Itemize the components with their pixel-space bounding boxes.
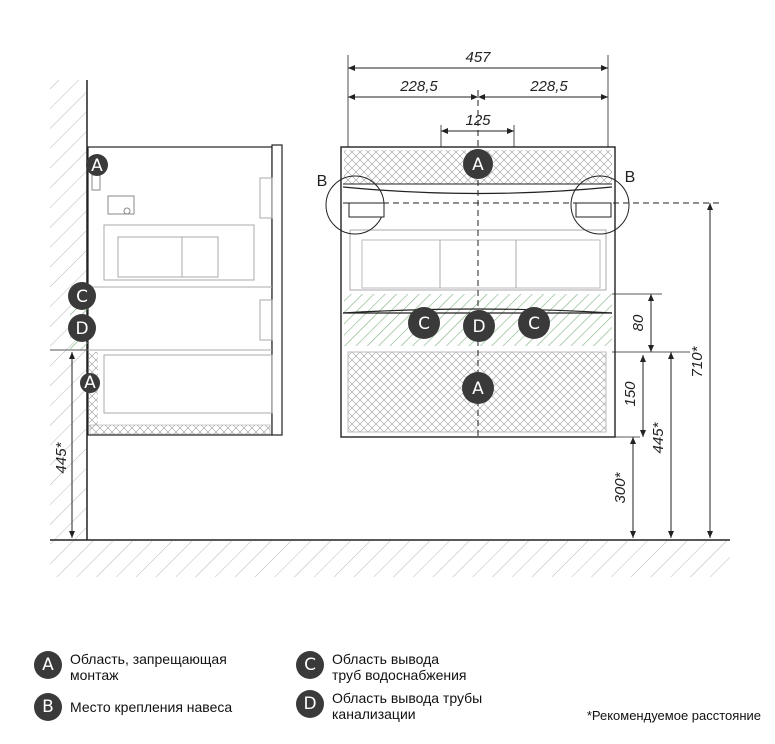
front-marker-b-left bbox=[317, 173, 328, 190]
front-marker-a-top bbox=[463, 149, 493, 179]
legend-d-icon: D bbox=[296, 690, 324, 718]
dim-left-445: 445* bbox=[53, 442, 70, 474]
svg-text:D: D bbox=[75, 319, 89, 339]
dim-445-right: 445* bbox=[650, 422, 667, 454]
side-cabinet bbox=[88, 147, 272, 435]
dim-228-right: 228,5 bbox=[530, 78, 568, 95]
legend-c bbox=[296, 651, 466, 683]
legend-b-icon: B bbox=[34, 693, 62, 721]
legend-b bbox=[34, 693, 232, 721]
svg-text:C: C bbox=[418, 314, 430, 334]
dim-300: 300* bbox=[612, 472, 629, 504]
legend-c-icon: C bbox=[296, 651, 324, 679]
side-marker-c bbox=[68, 282, 96, 310]
front-marker-b-right bbox=[625, 169, 636, 186]
dim-80: 80 bbox=[630, 314, 647, 332]
dim-710: 710* bbox=[689, 346, 706, 378]
side-front-panel bbox=[272, 145, 282, 435]
side-marker-a-top bbox=[86, 154, 108, 176]
legend-a-text: Область, запрещающая монтаж bbox=[70, 651, 227, 683]
legend-d-text: Область вывода трубы канализации bbox=[332, 690, 483, 722]
legend-a-icon: A bbox=[34, 651, 62, 679]
dim-150: 150 bbox=[622, 381, 639, 407]
svg-text:D: D bbox=[472, 317, 486, 337]
front-view bbox=[317, 90, 720, 437]
side-bottom-hatch bbox=[90, 425, 270, 434]
svg-text:C: C bbox=[76, 287, 88, 307]
side-view bbox=[50, 80, 282, 540]
legend-b-text: Место крепления навеса bbox=[70, 699, 233, 715]
svg-text:A: A bbox=[472, 155, 484, 175]
dim-228-left: 228,5 bbox=[400, 78, 438, 95]
front-marker-a-bottom bbox=[462, 372, 494, 404]
svg-text:A: A bbox=[84, 373, 96, 393]
dim-125: 125 bbox=[465, 112, 491, 129]
legend-c-text: Область вывода труб водоснабжения bbox=[332, 651, 467, 683]
svg-text:C: C bbox=[528, 314, 540, 334]
front-marker-c-left bbox=[408, 307, 440, 339]
front-marker-d bbox=[463, 310, 495, 342]
svg-text:A: A bbox=[91, 156, 103, 176]
side-marker-d bbox=[68, 314, 96, 342]
legend-d bbox=[296, 690, 482, 722]
floor-hatch bbox=[50, 541, 730, 577]
svg-text:B: B bbox=[316, 173, 328, 190]
front-marker-c-right bbox=[518, 307, 550, 339]
side-marker-a-bottom bbox=[80, 373, 100, 393]
legend-a bbox=[34, 651, 227, 683]
dim-457: 457 bbox=[465, 49, 491, 66]
svg-text:A: A bbox=[472, 379, 484, 399]
footnote: *Рекомендуемое расстояние bbox=[586, 708, 761, 723]
svg-text:B: B bbox=[624, 169, 636, 186]
